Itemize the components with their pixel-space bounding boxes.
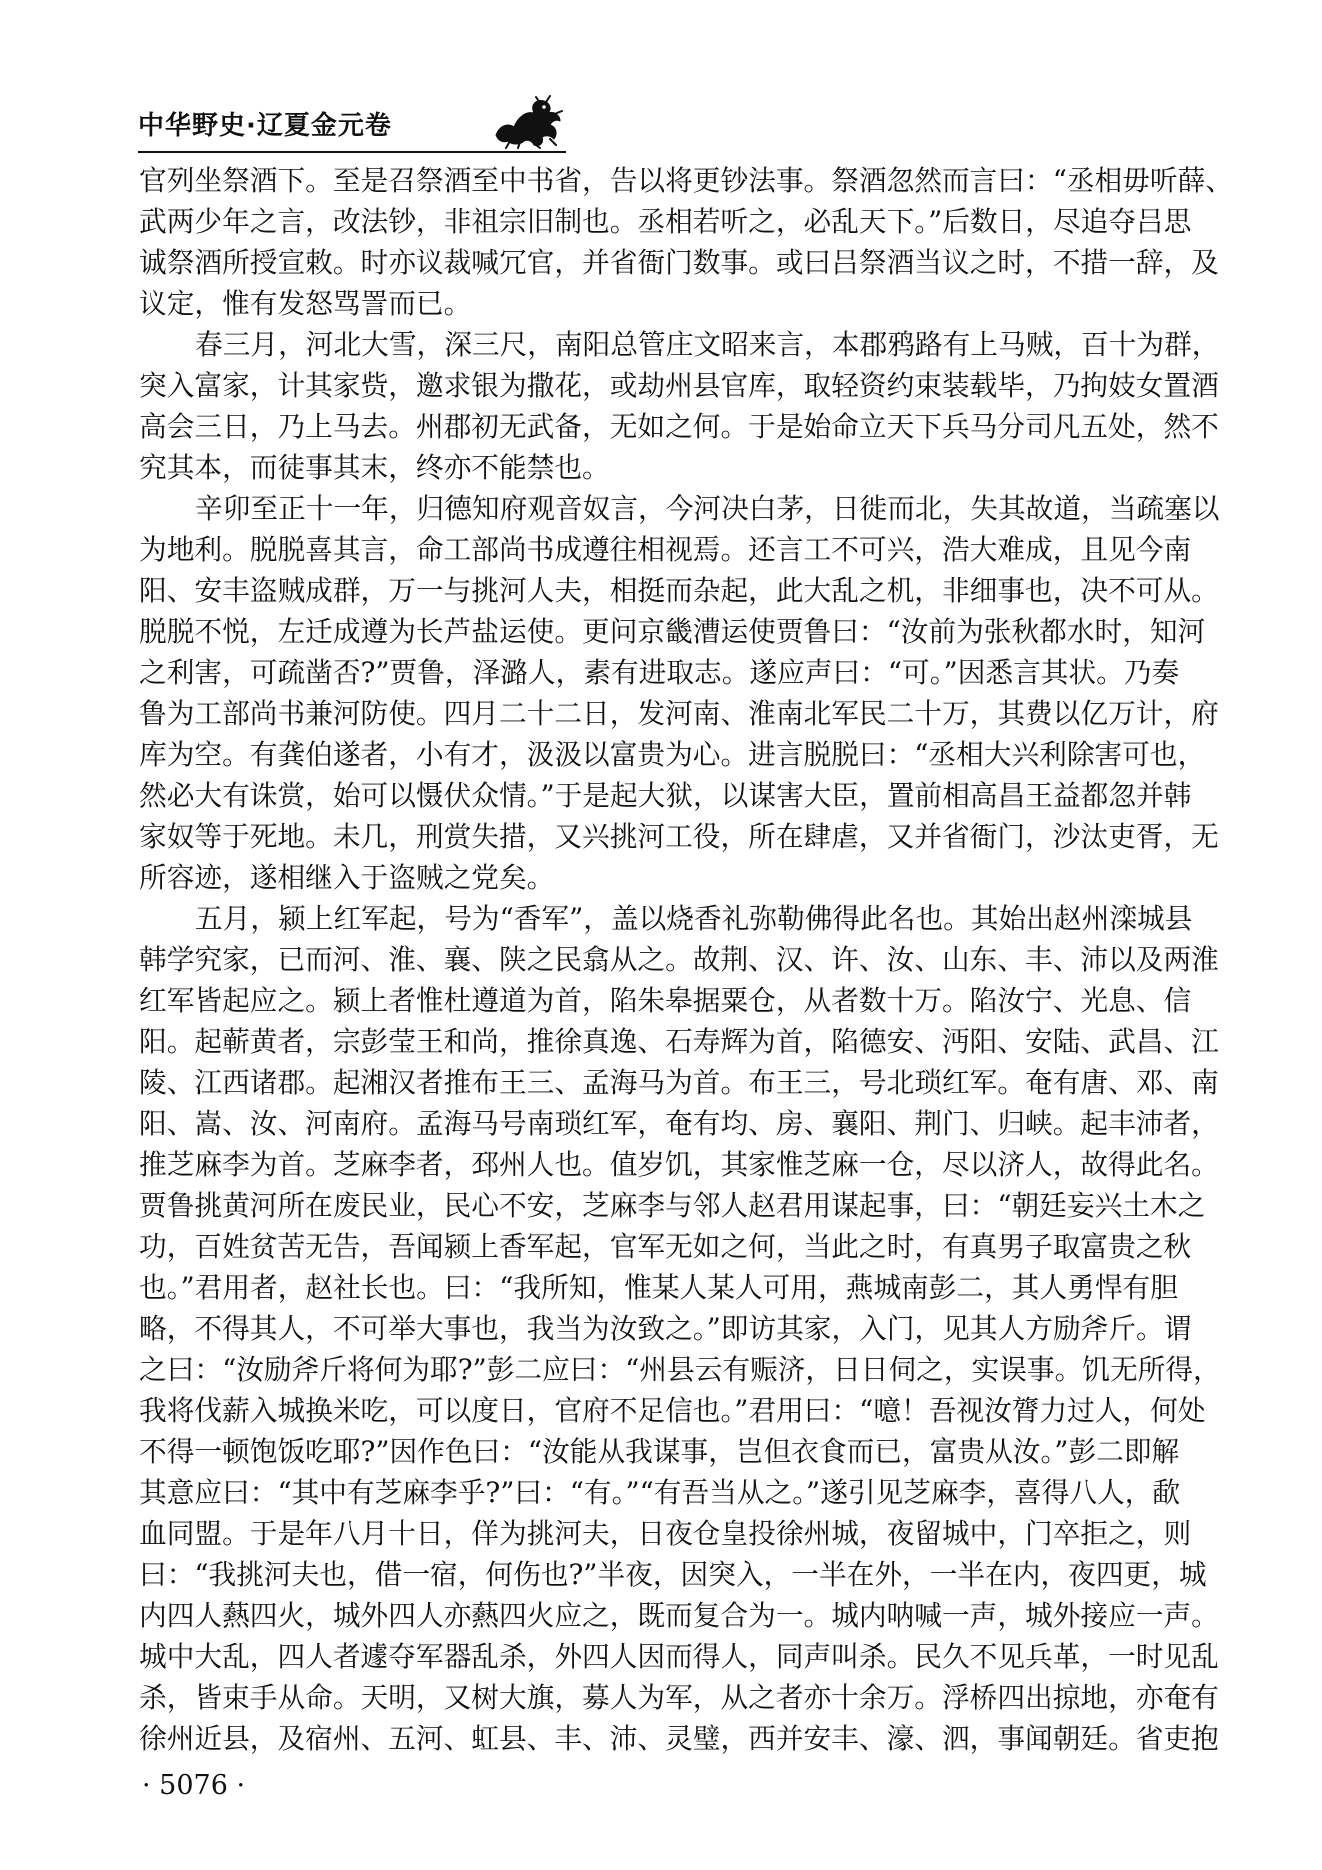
- text-line: 官列坐祭酒下。至是召祭酒至中书省，告以将更钞法事。祭酒忽然而言曰：“丞相毋听薛、: [139, 164, 1233, 197]
- text-line: 库为空。有龚伯遂者，小有才，汲汲以富贵为心。进言脱脱曰：“丞相大兴利除害可也，: [139, 738, 1206, 771]
- text-line: 阳、安丰盗贼成群，万一与挑河人夫，相挺而杂起，此大乱之机，非细事也，决不可从。: [139, 574, 1219, 607]
- text-line: 武两少年之言，改法钞，非祖宗旧制也。丞相若听之，必乱天下。”后数日，尽追夺吕思: [139, 205, 1192, 238]
- text-line: 五月，颍上红军起，号为“香军”，盖以烧香礼弥勒佛得此名也。其始出赵州滦城县: [195, 902, 1193, 935]
- text-line: 我将伐薪入城换米吃，可以度日，官府不足信也。”君用曰：“噫！吾视汝膂力过人，何处: [139, 1394, 1206, 1427]
- text-line: 所容迹，遂相继入于盗贼之党矣。: [139, 861, 555, 894]
- text-line: 高会三日，乃上马去。州郡初无武备，无如之何。于是始命立天下兵马分司凡五处，然不: [139, 410, 1219, 443]
- page-header: [138, 95, 566, 155]
- paragraph: [139, 488, 1231, 898]
- text-line: 议定，惟有发怒骂詈而已。: [139, 287, 472, 320]
- text-line: 辛卯至正十一年，归德知府观音奴言，今河决白茅，日徙而北，失其故道，当疏塞以: [195, 492, 1220, 525]
- text-line: 然必大有诛赏，始可以慑伏众情。”于是起大狱，以谋害大臣，置前相高昌王益都忽并韩: [139, 779, 1192, 812]
- page-body: [139, 160, 1231, 1759]
- text-line: 血同盟。于是年八月十日，佯为挑河夫，日夜仓皇投徐州城，夜留城中，门卒拒之，则: [139, 1517, 1192, 1550]
- dragon-icon: [490, 95, 566, 149]
- page-number: · 5076 ·: [142, 1770, 246, 1801]
- text-line: 脱脱不悦，左迁成遵为长芦盐运使。更问京畿漕运使贾鲁曰：“汝前为张秋都水时，知河: [139, 615, 1206, 648]
- text-line: 陵、江西诸郡。起湘汉者推布王三、孟海马为首。布王三，号北琐红军。奄有唐、邓、南: [139, 1066, 1219, 1099]
- text-line: 曰：“我挑河夫也，借一宿，何伤也?”半夜，因突入，一半在外，一半在内，夜四更，城: [139, 1558, 1207, 1591]
- text-line: 突入富家，计其家赀，邀求银为撒花，或劫州县官库，取轻资约束装载毕，乃拘妓女置酒: [139, 369, 1219, 402]
- text-line: 诚祭酒所授宣敕。时亦议裁喊冗官，并省衙门数事。或曰吕祭酒当议之时，不措一辞，及: [139, 246, 1219, 279]
- text-line: 也。”君用者，赵社长也。曰：“我所知，惟某人某人可用，燕城南彭二，其人勇悍有胆: [139, 1271, 1178, 1304]
- text-line: 阳。起蕲黄者，宗彭莹王和尚，推徐真逸、石寿辉为首，陷德安、沔阳、安陆、武昌、江: [139, 1025, 1219, 1058]
- paragraph: [139, 160, 1231, 324]
- text-line: 其意应曰：“其中有芝麻李乎?”曰：“有。”“有吾当从之。”遂引见芝麻李，喜得八人，歃: [139, 1476, 1181, 1509]
- text-line: 推芝麻李为首。芝麻李者，邳州人也。值岁饥，其家惟芝麻一仓，尽以济人，故得此名。: [139, 1148, 1219, 1181]
- text-line: 贾鲁挑黄河所在废民业，民心不安，芝麻李与邻人赵君用谋起事，曰：“朝廷妄兴土木之: [139, 1189, 1206, 1222]
- text-line: 阳、嵩、汝、河南府。孟海马号南琐红军，奄有均、房、襄阳、荆门、归峡。起丰沛者，: [139, 1107, 1219, 1140]
- text-line: 春三月，河北大雪，深三尺，南阳总管庄文昭来言，本郡鸦路有上马贼，百十为群，: [195, 328, 1220, 361]
- paragraph: [139, 898, 1231, 1759]
- text-line: 为地利。脱脱喜其言，命工部尚书成遵往相视焉。还言工不可兴，浩大难成，且见今南: [139, 533, 1192, 566]
- text-line: 究其本，而徒事其末，终亦不能禁也。: [139, 451, 610, 484]
- text-line: 之曰：“汝励斧斤将何为耶?”彭二应曰：“州县云有赈济，日日伺之，实误事。饥无所得，: [139, 1353, 1221, 1386]
- text-line: 城中大乱，四人者遽夺军器乱杀，外四人因而得人，同声叫杀。民久不见兵革，一时见乱: [139, 1640, 1219, 1673]
- text-line: 功，百姓贫苦无告，吾闻颍上香军起，官军无如之何，当此之时，有真男子取富贵之秋: [139, 1230, 1192, 1263]
- text-line: 红军皆起应之。颍上者惟杜遵道为首，陷朱皋据粟仓，从者数十万。陷汝宁、光息、信: [139, 984, 1192, 1017]
- text-line: 不得一顿饱饭吃耶?”因作色曰：“汝能从我谋事，岂但衣食而已，富贵从汝。”彭二即解: [139, 1435, 1180, 1468]
- text-line: 内四人爇四火，城外四人亦爇四火应之，既而复合为一。城内呐喊一声，城外接应一声。: [139, 1599, 1219, 1632]
- header-rule: [138, 151, 566, 153]
- text-line: 徐州近县，及宿州、五河、虹县、丰、沛、灵璧，西并安丰、濠、泗，事闻朝廷。省吏抱: [139, 1722, 1219, 1755]
- book-title: 中华野史·辽夏金元卷: [138, 111, 392, 141]
- text-line: 略，不得其人，不可举大事也，我当为汝致之。”即访其家，入门，见其人方励斧斤。谓: [139, 1312, 1192, 1345]
- paragraph: [139, 324, 1231, 488]
- text-line: 杀，皆束手从命。天明，又树大旗，募人为军，从之者亦十余万。浮桥四出掠地，亦奄有: [139, 1681, 1219, 1714]
- text-line: 韩学究家，已而河、淮、襄、陕之民翕从之。故荆、汉、许、汝、山东、丰、沛以及两淮: [139, 943, 1219, 976]
- text-line: 家奴等于死地。未几，刑赏失措，又兴挑河工役，所在肆虐，又并省衙门，沙汰吏胥，无: [139, 820, 1219, 853]
- text-line: 鲁为工部尚书兼河防使。四月二十二日，发河南、淮南北军民二十万，其费以亿万计，府: [139, 697, 1219, 730]
- text-line: 之利害，可疏凿否?”贾鲁，泽潞人，素有进取志。遂应声曰：“可。”因悉言其状。乃奏: [139, 656, 1180, 689]
